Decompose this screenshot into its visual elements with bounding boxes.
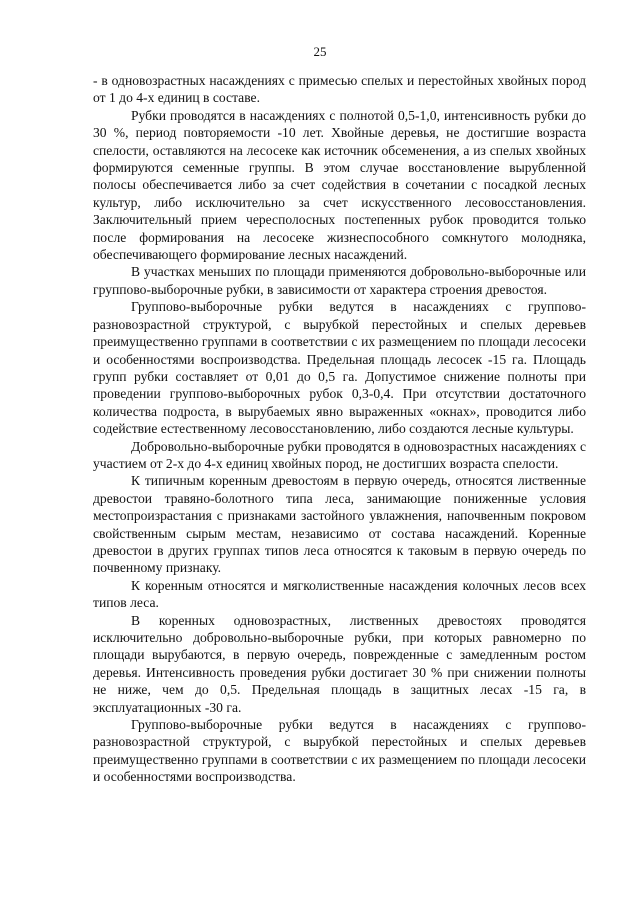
paragraph-1: - в одновозрастных насаждениях с примесью спелых и перестойных хвойных пород от 1 до 4-х единиц в составе. — [93, 73, 586, 106]
paragraph-7: К коренным относятся и мягколиственные насаждения колочных лесов всех типов леса. — [93, 577, 586, 611]
paragraph-2: Рубки проводятся в насаждениях с полнотой 0,5-1,0, интенсивность рубки до 30 %, период повторяемости -10 лет. Хвойные деревья, не достигшие возраста спелости, оставляются на лесосеке как источник обсеменения, а из спелых хвойных формируются семенные группы. В этом случае восстановление вырубленной полосы обеспечивается либо за счет содействия в сочетании с посадкой лесных культур, либо исключительно за счет искусственного лесовосстановления. Заключительный прием чересполосных постепенных рубок проводится только после формирования на лесосеке жизнеспособного сомкнутого молодняка, обеспечивающего формирование лесных насаждений. — [93, 107, 586, 263]
paragraph-6: К типичным коренным древостоям в первую очередь, относятся лиственные древостои травяно-болотного типа леса, занимающие пониженные условия местопроизрастания с признаками застойного увлажнения, напочвенным покровом свойственным сырым местам, независимо от состава насаждений. Коренные древостои в других группах типов леса относятся к таковым в первую очередь по почвенному признаку. — [93, 473, 586, 576]
paragraph-9: Группово-выборочные рубки ведутся в насаждениях с группово-разновозрастной структурой, с вырубкой перестойных и спелых деревьев преимущественно группами в соответствии с их размещением по площади лесосеки и особенностями воспроизводства. — [93, 717, 586, 785]
paragraph-8: В коренных одновозрастных, лиственных древостоях проводятся исключительно добровольно-выборочные рубки, при которых равномерно по площади вырубаются, в первую очередь, поврежденные с замедленным ростом деревья. Интенсивность проведения рубки достигает 30 % при снижении полноты не ниже, чем до 0,5. Предельная площадь в защитных лесах -15 га, в эксплуатационных -30 га. — [93, 612, 586, 715]
paragraph-4: Группово-выборочные рубки ведутся в насаждениях с группово-разновозрастной структурой, с вырубкой перестойных и спелых деревьев преимущественно группами в соответствии с их размещением по площади лесосеки и особенностями воспроизводства. Предельная площадь лесосек -15 га. Площадь групп рубки составляет от 0,01 до 0,5 га. Допустимое снижение полноты при проведении группово-выборочных рубок 0,3-0,4. При отсутствии достаточного количества подроста, в вырубаемых явно выраженных «окнах», проводится либо содействие естественному лесовосстановлению, либо создаются лесные культуры. — [93, 299, 586, 437]
paragraph-5: Добровольно-выборочные рубки проводятся в одновозрастных насаждениях с участием от 2-х до 4-х единиц хвойных пород, не достигших возраста спелости. — [93, 438, 586, 471]
page-number: 25 — [313, 44, 327, 59]
document-body — [93, 72, 586, 786]
paragraph-3: В участках меньших по площади применяются добровольно-выборочные или группово-выборочные рубки, в зависимости от характера строения древостоя. — [93, 264, 586, 297]
